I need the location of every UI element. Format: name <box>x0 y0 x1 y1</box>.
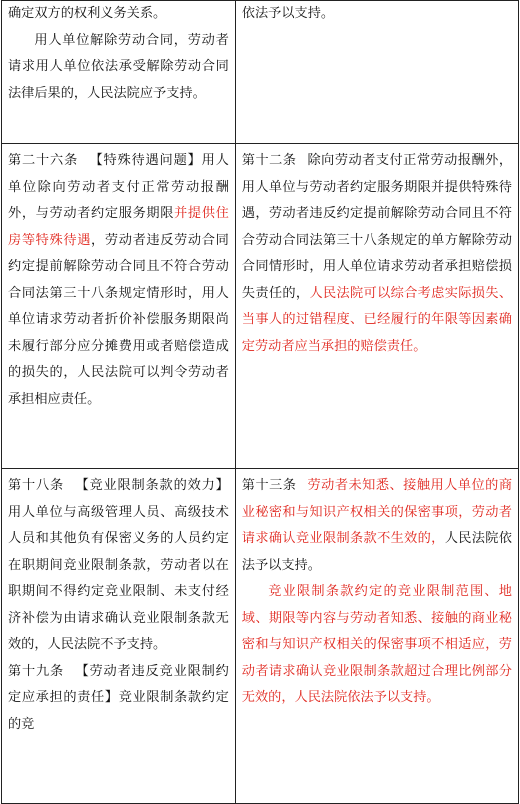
comparison-table <box>1 0 519 804</box>
article-paragraph <box>242 148 512 360</box>
article-text: 用人单位除向劳动者支付正常劳动报酬外，与劳动者约定服务期限 <box>8 153 229 221</box>
article-title: 【劳动者违反竞业限制约定应承担的责任】 <box>8 663 229 705</box>
article-paragraph <box>8 659 229 739</box>
article-title: 【特殊待遇问题】 <box>88 153 202 168</box>
paragraph: 确定双方的权利义务关系。 <box>8 6 167 21</box>
paragraph: 依法予以支持。 <box>241 6 335 21</box>
table-row <box>2 1 519 144</box>
article-text: ，劳动者违反劳动合同约定提前解除劳动合同且不符合劳动合同法第三十八条规定情形时，用人单位请求劳动者折价补偿服务期限尚未履行部分应分摊费用或者赔偿造成的损失的，人民法院可以判令劳动者承担相应责任。 <box>8 232 229 407</box>
left-cell <box>2 144 236 469</box>
article-number: 第十九条 <box>8 663 65 679</box>
article-number: 第十八条 <box>8 478 65 493</box>
paragraph: 用人单位解除劳动合同，劳动者请求用人单位依法承受解除劳动合同法律后果的，人民法院应予支持。 <box>8 32 229 101</box>
right-cell <box>235 469 518 804</box>
right-cell <box>235 144 518 469</box>
table-row <box>2 144 519 469</box>
article-paragraph <box>8 473 229 659</box>
article-number: 第十二条 <box>241 153 297 168</box>
right-cell <box>235 1 518 144</box>
left-cell <box>2 469 236 804</box>
left-cell <box>2 1 236 144</box>
article-paragraph <box>242 473 512 579</box>
highlighted-text: 劳动者未知悉、接触用人单位的商业秘密和与知识产权相关的保密事项，劳动者请求确认竞业限制条款不生效的， <box>241 478 513 546</box>
article-text: 竞业限制条款约定的竞 <box>8 690 229 732</box>
table-row <box>2 469 519 804</box>
article-text: 用人单位与高级管理人员、高级技术人员和其他负有保密义务的人员约定在职期间竞业限制条款，劳动者以在职期间不得约定竞业限制、未支付经济补偿为由请求确认竞业限制条款无效的，人民法院不予支持。 <box>8 504 229 652</box>
article-text: 除向劳动者支付正常劳动报酬外，用人单位与劳动者约定服务期限并提供特殊待遇，劳动者违反约定提前解除劳动合同且不符合劳动合同法第三十八条规定的单方解除劳动合同情形时，用人单位请求劳动者承担赔偿损失责任的， <box>241 153 513 301</box>
highlighted-text: 并提供住房等特殊待遇 <box>8 206 229 248</box>
article-number: 第二十六条 <box>8 153 79 168</box>
highlighted-text: 竞业限制条款约定的竞业限制范围、地域、期限等内容与劳动者知悉、接触的商业秘密和与知识产权相关的保密事项不相适应，劳动者请求确认竞业限制条款超过合理比例部分无效的， <box>241 584 512 705</box>
highlighted-text: 人民法院可以综合考虑实际损失、当事人的过错程度、已经履行的年限等因素确定劳动者应当承担的赔偿责任。 <box>241 285 513 354</box>
article-paragraph <box>242 579 512 712</box>
highlighted-text: 人民法院依法予以支持。 <box>294 690 440 705</box>
article-number: 第十三条 <box>241 478 297 493</box>
article-text: 人民法院依法予以支持。 <box>241 531 512 573</box>
article-paragraph <box>8 148 229 413</box>
article-title: 【竞业限制条款的效力】 <box>74 478 229 493</box>
